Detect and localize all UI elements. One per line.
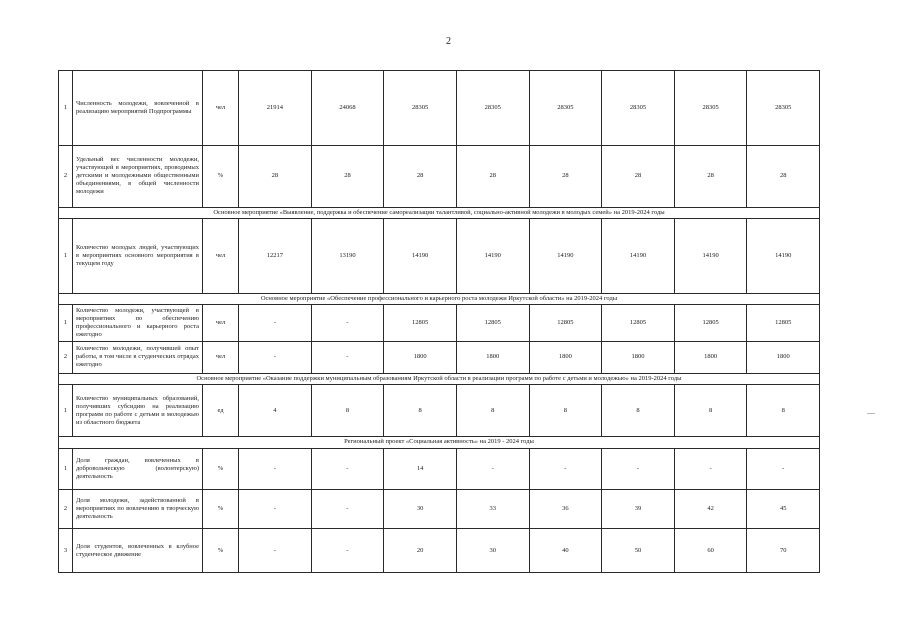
section-header-row: [59, 437, 820, 449]
value-cell: 21914: [239, 71, 312, 146]
row-number: 3: [59, 529, 73, 573]
table-row: [59, 448, 820, 489]
value-cell: -: [747, 448, 820, 489]
value-cell: 12805: [529, 305, 602, 342]
value-cell: -: [311, 490, 384, 529]
value-cell: -: [674, 448, 747, 489]
value-cell: 20: [384, 529, 457, 573]
value-cell: 12805: [674, 305, 747, 342]
section-header-row: [59, 207, 820, 219]
value-cell: 12805: [602, 305, 675, 342]
unit-cell: чел: [203, 71, 239, 146]
table-row: [59, 219, 820, 294]
value-cell: -: [311, 529, 384, 573]
indicator-name: Количество молодых людей, участвующих в мероприятиях основного мероприятия в текущем году: [73, 219, 203, 294]
value-cell: 8: [674, 385, 747, 437]
value-cell: -: [239, 305, 312, 342]
value-cell: 8: [602, 385, 675, 437]
value-cell: 45: [747, 490, 820, 529]
value-cell: 28305: [674, 71, 747, 146]
value-cell: 28: [674, 145, 747, 207]
row-number: 1: [59, 385, 73, 437]
value-cell: 12805: [384, 305, 457, 342]
unit-cell: %: [203, 145, 239, 207]
unit-cell: %: [203, 490, 239, 529]
value-cell: 30: [456, 529, 529, 573]
value-cell: 1800: [456, 341, 529, 373]
row-number: 1: [59, 448, 73, 489]
unit-cell: ед: [203, 385, 239, 437]
value-cell: -: [602, 448, 675, 489]
indicator-name: Доля граждан, вовлеченных в добровольческую (волонтерскую) деятельность: [73, 448, 203, 489]
indicators-table: [58, 70, 820, 573]
table-row: [59, 145, 820, 207]
value-cell: 1800: [747, 341, 820, 373]
section-title: Основное мероприятие «Выявление, поддержка и обеспечение самореализации талантливой, социально-активной молодежи в молодых семей» на 2019-2024 годы: [59, 207, 820, 219]
value-cell: -: [456, 448, 529, 489]
indicator-name: Количество молодежи, получившей опыт работы, в том числе в студенческих отрядах ежегодно: [73, 341, 203, 373]
value-cell: 12217: [239, 219, 312, 294]
value-cell: 14190: [529, 219, 602, 294]
section-header-row: [59, 293, 820, 305]
value-cell: 60: [674, 529, 747, 573]
value-cell: -: [239, 341, 312, 373]
value-cell: 1800: [602, 341, 675, 373]
value-cell: 28: [602, 145, 675, 207]
table-row: [59, 71, 820, 146]
value-cell: 1800: [529, 341, 602, 373]
section-title: Основное мероприятие «Обеспечение профессионального и карьерного роста молодежи Иркутской области» на 2019-2024 годы: [59, 293, 820, 305]
value-cell: -: [529, 448, 602, 489]
value-cell: 8: [384, 385, 457, 437]
row-number: 2: [59, 490, 73, 529]
row-number: 1: [59, 305, 73, 342]
value-cell: 28305: [602, 71, 675, 146]
value-cell: 12805: [747, 305, 820, 342]
value-cell: 13190: [311, 219, 384, 294]
unit-cell: чел: [203, 219, 239, 294]
value-cell: 28: [384, 145, 457, 207]
value-cell: -: [239, 529, 312, 573]
indicator-name: Доля студентов, вовлеченных в клубное студенческое движение: [73, 529, 203, 573]
table-row: [59, 529, 820, 573]
indicator-name: Количество муниципальных образований, получивших субсидию на реализацию программ по работе с детьми и молодежью из областного бюджета: [73, 385, 203, 437]
value-cell: 8: [456, 385, 529, 437]
value-cell: 28305: [529, 71, 602, 146]
row-number: 2: [59, 145, 73, 207]
indicator-name: Удельный вес численности молодежи, участвующей в мероприятиях, проводимых детскими и молодежными общественными объединениями, в общей численности молодежи: [73, 145, 203, 207]
value-cell: 8: [747, 385, 820, 437]
value-cell: 8: [311, 385, 384, 437]
value-cell: -: [311, 448, 384, 489]
value-cell: 36: [529, 490, 602, 529]
value-cell: 39: [602, 490, 675, 529]
row-number: 1: [59, 71, 73, 146]
value-cell: 28: [747, 145, 820, 207]
unit-cell: %: [203, 448, 239, 489]
table-row: [59, 305, 820, 342]
value-cell: 4: [239, 385, 312, 437]
value-cell: 8: [529, 385, 602, 437]
value-cell: 28: [311, 145, 384, 207]
value-cell: 28305: [747, 71, 820, 146]
value-cell: 33: [456, 490, 529, 529]
scan-artifact: [867, 413, 875, 414]
value-cell: 1800: [674, 341, 747, 373]
indicator-name: Численность молодежи, вовлеченной в реализацию мероприятий Подпрограммы: [73, 71, 203, 146]
indicator-name: Доля молодежи, задействованной в мероприятиях по вовлечению в творческую деятельность: [73, 490, 203, 529]
table-row: [59, 385, 820, 437]
value-cell: 28: [529, 145, 602, 207]
value-cell: 28305: [456, 71, 529, 146]
value-cell: 28: [239, 145, 312, 207]
value-cell: 14190: [456, 219, 529, 294]
value-cell: -: [311, 341, 384, 373]
unit-cell: чел: [203, 305, 239, 342]
value-cell: 40: [529, 529, 602, 573]
value-cell: 12805: [456, 305, 529, 342]
row-number: 2: [59, 341, 73, 373]
value-cell: 14190: [674, 219, 747, 294]
table-row: [59, 341, 820, 373]
section-title: Региональный проект «Социальная активность» на 2019 - 2024 годы: [59, 437, 820, 449]
value-cell: 14190: [602, 219, 675, 294]
unit-cell: чел: [203, 341, 239, 373]
unit-cell: %: [203, 529, 239, 573]
value-cell: 70: [747, 529, 820, 573]
value-cell: 42: [674, 490, 747, 529]
value-cell: 1800: [384, 341, 457, 373]
value-cell: -: [239, 448, 312, 489]
value-cell: -: [311, 305, 384, 342]
value-cell: 50: [602, 529, 675, 573]
row-number: 1: [59, 219, 73, 294]
value-cell: -: [239, 490, 312, 529]
table-row: [59, 490, 820, 529]
value-cell: 14190: [747, 219, 820, 294]
value-cell: 24068: [311, 71, 384, 146]
value-cell: 14190: [384, 219, 457, 294]
value-cell: 30: [384, 490, 457, 529]
section-title: Основное мероприятие «Оказание поддержки муниципальным образованиям Иркутской области в реализации программ по работе с детьми и молодежью» на 2019-2024 годы: [59, 373, 820, 385]
value-cell: 14: [384, 448, 457, 489]
section-header-row: [59, 373, 820, 385]
page-number: 2: [446, 36, 451, 47]
indicator-name: Количество молодежи, участвующей в мероприятиях по обеспечению профессионального и карьерного роста ежегодно: [73, 305, 203, 342]
value-cell: 28305: [384, 71, 457, 146]
value-cell: 28: [456, 145, 529, 207]
